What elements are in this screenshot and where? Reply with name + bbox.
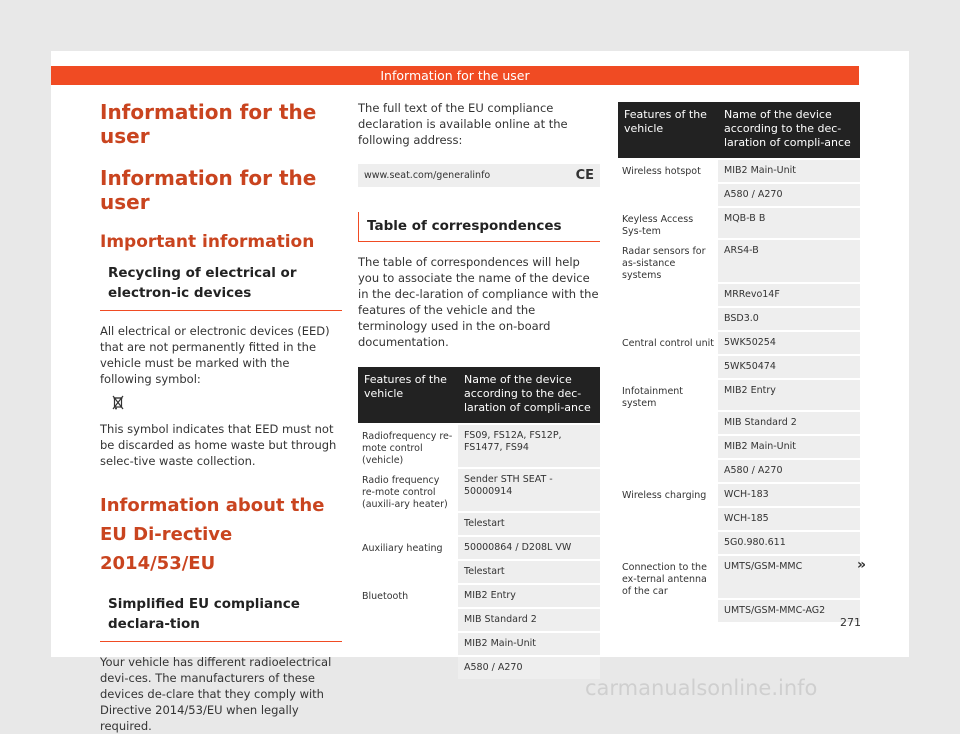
table-row [358,657,600,679]
table-cell-feature: Wireless hotspot [622,166,701,177]
table-row [618,284,860,306]
heading-recycling: Recycling of electrical or electron-ic devices [100,257,342,311]
table-cell-feature [618,184,718,206]
table-row [358,513,600,535]
table-row [358,561,600,583]
table-cell-device-name: Sender STH SEAT - 50000914 [458,469,600,511]
page-header-bar: Information for the user [51,66,859,85]
table-cell-device-name: ARS4-B [718,240,860,282]
table-row [618,412,860,434]
continue-icon: » [857,557,867,573]
table-cell-feature [618,600,718,622]
table-cell-feature: Radar sensors for as-sistance systems [622,246,706,281]
heading-simplified-declaration: Simplified EU compliance declara-tion [100,588,342,642]
table-cell-device-name: WCH-183 [718,484,860,506]
table-cell-feature [618,284,718,306]
correspondence-table-left [358,365,600,681]
table-cell-device-name: 50000864 / D208L VW [458,537,600,559]
table-cell-device-name: MIB2 Entry [718,380,860,410]
table-row [618,160,860,182]
table-cell-device-name: MIB2 Entry [458,585,600,607]
table-row [618,600,860,622]
table-row [618,308,860,330]
table-row [618,484,860,506]
table-row [618,332,860,354]
table-cell-device-name: MIB Standard 2 [458,609,600,631]
table-cell-feature [358,657,458,679]
url-box [358,164,600,187]
table-cell-feature [358,561,458,583]
table-row [618,556,860,598]
table-row [358,537,600,559]
table-cell-device-name: A580 / A270 [718,184,860,206]
table-cell-feature [618,412,718,434]
table-cell-device-name: FS09, FS12A, FS12P, FS1477, FS94 [458,425,600,467]
table-cell-device-name: A580 / A270 [718,460,860,482]
table-row [358,609,600,631]
page-number: 271 [840,616,861,629]
table-header-features: Features of the vehicle [618,102,718,158]
table-row [618,460,860,482]
heading-main: Information for the user [100,100,317,148]
table-cell-feature: Auxiliary heating [362,543,443,554]
column-middle [358,100,600,681]
table-cell-feature: Connection to the ex-ternal antenna of the car [622,562,707,597]
table-cell-device-name: MIB Standard 2 [718,412,860,434]
paragraph-full-text: The full text of the EU compliance declaration is available online at the following address: [358,101,568,147]
table-row [358,633,600,655]
table-row [358,425,600,467]
table-cell-feature [618,508,718,530]
heading-sub: Information for the user [100,166,317,214]
table-row [618,436,860,458]
table-row [618,208,860,238]
table-header-device-name: Name of the device according to the dec-laration of compli-ance [718,102,860,158]
table-row [618,240,860,282]
table-cell-device-name: 5WK50254 [718,332,860,354]
table-cell-feature [618,532,718,554]
ce-mark-icon: CE [575,168,594,183]
watermark: carmanualsonline.info [585,676,818,700]
crossed-out-wheelie-bin-icon [112,395,342,415]
table-cell-device-name: UMTS/GSM-MMC-AG2 [718,600,860,622]
column-left [100,100,342,734]
table-cell-feature [358,513,458,535]
table-header-features: Features of the vehicle [358,367,458,423]
paragraph-symbol-meaning: This symbol indicates that EED must not be discarded as home waste but through selec-tive waste collection. [100,422,337,468]
table-row [358,469,600,511]
table-cell-device-name: MIB2 Main-Unit [718,160,860,182]
table-row [618,380,860,410]
table-cell-device-name: 5G0.980.611 [718,532,860,554]
table-cell-feature: Radiofrequency re-mote control (vehicle) [362,431,453,466]
table-cell-device-name: MIB2 Main-Unit [458,633,600,655]
table-row [358,585,600,607]
table-cell-feature [358,609,458,631]
table-cell-device-name: WCH-185 [718,508,860,530]
table-cell-device-name: MQB-B B [718,208,860,238]
table-cell-feature: Wireless charging [622,490,707,501]
table-cell-device-name: Telestart [458,513,600,535]
table-cell-feature: Bluetooth [362,591,409,602]
correspondence-table-right [618,100,860,624]
table-cell-device-name: UMTS/GSM-MMC [718,556,860,598]
table-cell-feature [618,308,718,330]
table-header-device-name: Name of the device according to the dec-laration of compli-ance [458,367,600,423]
heading-table-of-correspondences: Table of correspondences [358,212,600,242]
table-cell-feature [618,356,718,378]
table-row [618,356,860,378]
paragraph-table-help: The table of correspondences will help you to associate the name of the device in the dec-laration of compliance with the features of the vehicle and the terminology used in the on-board documentation. [358,255,599,349]
paragraph-devices: Your vehicle has different radioelectrical devi-ces. The manufacturers of these devices de-clare that they comply with Directive 2014/53/EU when legally required. [100,655,332,733]
table-cell-feature [618,460,718,482]
paragraph-eed: All electrical or electronic devices (EED) that are not permanently fitted in the vehicle must be marked with the following symbol: [100,324,330,386]
table-cell-device-name: MIB2 Main-Unit [718,436,860,458]
table-row [618,532,860,554]
heading-eu-directive: Information about the EU Di-rective 2014/53/EU [100,495,325,574]
table-cell-device-name: Telestart [458,561,600,583]
table-cell-feature [358,633,458,655]
url-link[interactable]: www.seat.com/generalinfo [364,170,491,181]
table-cell-feature [618,436,718,458]
table-cell-device-name: A580 / A270 [458,657,600,679]
table-cell-feature: Keyless Access Sys-tem [622,214,694,237]
column-right [618,100,860,624]
table-cell-device-name: BSD3.0 [718,308,860,330]
table-cell-feature: Central control unit [622,338,714,349]
table-row [618,508,860,530]
heading-important-information: Important information [100,232,315,252]
table-row [618,184,860,206]
table-cell-feature: Radio frequency re-mote control (auxili-ary heater) [362,475,448,510]
table-cell-device-name: 5WK50474 [718,356,860,378]
table-cell-feature: Infotainment system [622,386,684,409]
table-cell-device-name: MRRevo14F [718,284,860,306]
